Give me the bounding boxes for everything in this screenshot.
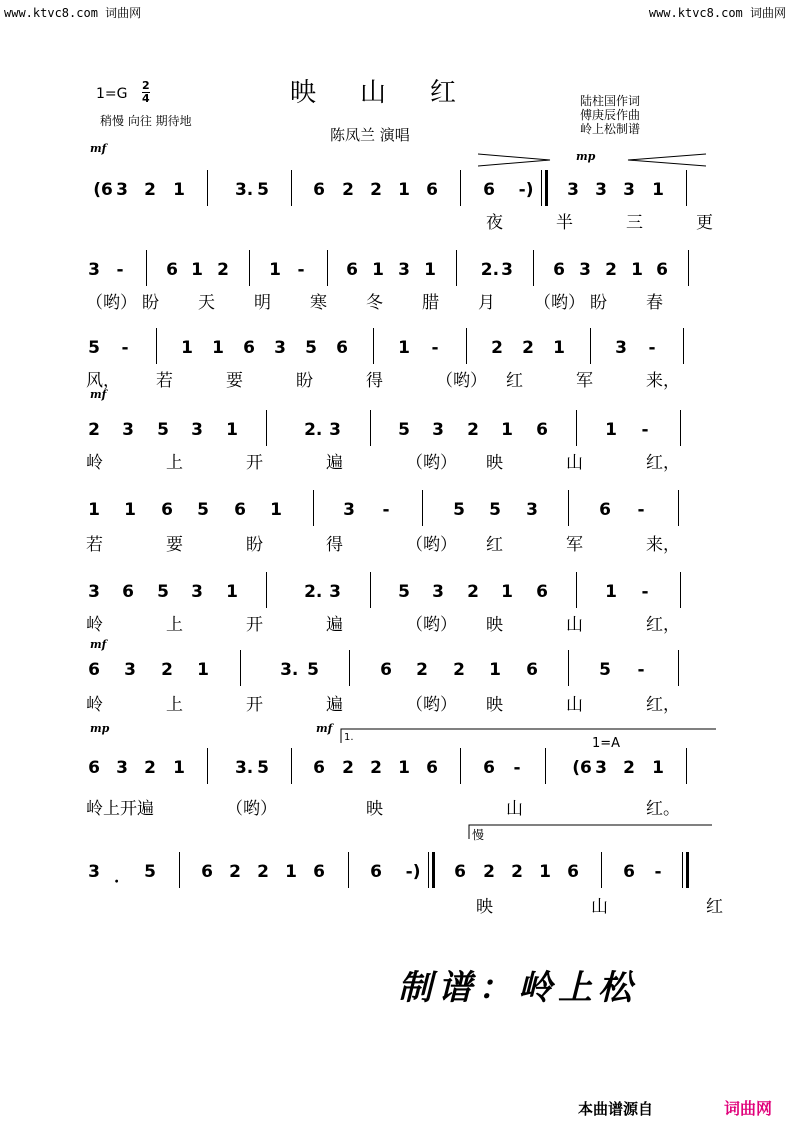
lyrics-line-8 xyxy=(86,794,726,818)
barline xyxy=(686,852,689,888)
note: 2 xyxy=(144,758,156,778)
note: - xyxy=(116,260,124,280)
barline xyxy=(370,572,371,608)
lyric-word: 开 xyxy=(246,615,263,635)
barline xyxy=(686,170,687,206)
note: 3. xyxy=(234,758,254,778)
note: 5 xyxy=(305,338,317,358)
note: 3 xyxy=(398,260,410,280)
lyric-word: 遍 xyxy=(326,615,343,635)
lyric-word: 岭 xyxy=(86,453,103,473)
note: 5 xyxy=(489,500,501,520)
lyric-word: 山 xyxy=(566,453,583,473)
lyric-word: 盼 xyxy=(296,371,313,391)
brand-logo[interactable]: 词曲网 xyxy=(724,1099,773,1118)
watermark-left: www.ktvc8.com 词曲网 xyxy=(4,6,142,20)
note: 6 xyxy=(161,500,173,520)
watermark-right: www.ktvc8.com 词曲网 xyxy=(648,6,786,20)
lyric-word: 映 xyxy=(486,615,503,635)
barline xyxy=(432,852,435,888)
lyric-word: 寒 xyxy=(310,293,327,313)
source-label: 本曲谱源自 xyxy=(578,1100,654,1118)
barline xyxy=(590,328,591,364)
barline xyxy=(349,650,350,686)
note: 2 xyxy=(342,180,354,200)
note: 1 xyxy=(489,660,501,680)
score-line-8 xyxy=(86,748,726,788)
lyric-word: 红， xyxy=(646,453,680,473)
lyric-word: （哟） xyxy=(406,615,457,635)
lyric-word: （哟） xyxy=(436,371,487,391)
note: 2. xyxy=(304,420,323,440)
barline xyxy=(568,650,569,686)
note: 2 xyxy=(467,420,479,440)
note: 1 xyxy=(372,260,384,280)
note: 3 xyxy=(274,338,286,358)
note: 6 xyxy=(483,180,495,200)
note: 6 xyxy=(426,758,438,778)
song-title: 映山红 xyxy=(290,78,501,108)
barline xyxy=(460,748,461,784)
note: 3 xyxy=(88,862,100,882)
barline xyxy=(313,490,314,526)
note: 1 xyxy=(652,180,664,200)
barline xyxy=(249,250,250,286)
note: 6 xyxy=(88,758,100,778)
lyric-word: 要 xyxy=(226,371,243,391)
lyric-word: （哟） xyxy=(226,799,277,819)
note: 2 xyxy=(257,862,269,882)
credit-transcriber: 岭上松制谱 xyxy=(580,122,641,136)
note: 2 xyxy=(217,260,229,280)
lyrics-line-6 xyxy=(86,610,726,634)
note: 6 xyxy=(483,758,495,778)
note: 3 xyxy=(595,180,607,200)
score-line-5 xyxy=(86,490,726,530)
dynamic-mark: mf xyxy=(90,388,107,401)
note: 3 xyxy=(343,500,355,520)
note: 6 xyxy=(553,260,565,280)
credit-lyricist: 陆柱国作词 xyxy=(580,94,641,108)
slow-bracket xyxy=(468,824,716,840)
note: 2 xyxy=(511,862,523,882)
lyric-word: 红。 xyxy=(646,799,680,819)
lyric-word: 映 xyxy=(476,897,493,917)
lyric-word: 开 xyxy=(246,453,263,473)
note: - xyxy=(641,582,649,602)
note: 2 xyxy=(161,660,173,680)
barline xyxy=(682,852,683,888)
note: 1 xyxy=(197,660,209,680)
barline xyxy=(576,410,577,446)
note: 2. xyxy=(304,582,323,602)
note: 2 xyxy=(453,660,465,680)
barline xyxy=(266,572,267,608)
note: - xyxy=(382,500,390,520)
lyric-word: 盼 xyxy=(246,535,263,555)
note: 1 xyxy=(181,338,193,358)
note: - xyxy=(637,500,645,520)
note: (6 xyxy=(572,758,592,778)
note: 3 xyxy=(501,260,513,280)
lyric-word: 得 xyxy=(366,371,383,391)
lyric-word: 红 xyxy=(506,371,523,391)
hairpins xyxy=(478,150,708,170)
lyric-word: 岭 xyxy=(86,615,103,635)
note: - xyxy=(654,862,662,882)
note: 2 xyxy=(88,420,100,440)
note: 6 xyxy=(166,260,178,280)
note: 6 xyxy=(536,420,548,440)
lyric-word: 军 xyxy=(576,371,593,391)
barline xyxy=(348,852,349,888)
note: 3 xyxy=(191,420,203,440)
note: 1 xyxy=(88,500,100,520)
barline xyxy=(680,410,681,446)
note: 5 xyxy=(453,500,465,520)
barline xyxy=(291,748,292,784)
lyric-word: 盼 xyxy=(142,293,159,313)
barline xyxy=(678,490,679,526)
note: 3 xyxy=(124,660,136,680)
lyric-word: 红， xyxy=(646,695,680,715)
score-line-3 xyxy=(86,328,726,368)
lyrics-line-3 xyxy=(86,366,726,390)
note: 3 xyxy=(329,420,341,440)
lyrics-line-9 xyxy=(86,892,726,916)
note: 6 xyxy=(454,862,466,882)
lyrics-line-5 xyxy=(86,530,726,554)
barline xyxy=(370,410,371,446)
time-sig-top: 2 xyxy=(142,79,150,92)
note: 2 xyxy=(144,180,156,200)
note: 5 xyxy=(197,500,209,520)
note: 1 xyxy=(191,260,203,280)
time-signature xyxy=(142,80,150,105)
dynamic-mark: mp xyxy=(90,722,110,735)
note: - xyxy=(431,338,439,358)
note: 5 xyxy=(307,660,319,680)
lyrics-line-4 xyxy=(86,448,726,472)
key-change: 1=A xyxy=(592,736,621,751)
credits xyxy=(580,94,640,136)
lyric-word: 明 xyxy=(254,293,271,313)
lyrics-line-1 xyxy=(86,208,726,232)
note: 3 xyxy=(432,420,444,440)
note: 1 xyxy=(605,582,617,602)
lyric-word: 开 xyxy=(246,695,263,715)
lyric-word: 月 xyxy=(478,293,495,313)
note: 2 xyxy=(522,338,534,358)
note: 6 xyxy=(313,862,325,882)
barline xyxy=(683,328,684,364)
note: (6 xyxy=(93,180,113,200)
barline xyxy=(146,250,147,286)
lyric-word: 盼 xyxy=(590,293,607,313)
note: 1 xyxy=(553,338,565,358)
barline xyxy=(291,170,292,206)
lyric-word: 若 xyxy=(86,535,103,555)
barline xyxy=(156,328,157,364)
note: 5 xyxy=(398,582,410,602)
lyric-word: 若 xyxy=(156,371,173,391)
barline xyxy=(422,490,423,526)
barline xyxy=(688,250,689,286)
note: 6 xyxy=(567,862,579,882)
note: - xyxy=(641,420,649,440)
note: 6 xyxy=(656,260,668,280)
note: 6 xyxy=(599,500,611,520)
slow-marking: 慢 xyxy=(472,828,485,842)
note: 2. xyxy=(480,260,500,280)
note: - xyxy=(121,338,129,358)
barline xyxy=(179,852,180,888)
note: 3 xyxy=(88,582,100,602)
barline xyxy=(686,748,687,784)
note: 1 xyxy=(652,758,664,778)
note: 5 xyxy=(257,180,269,200)
note: 3 xyxy=(579,260,591,280)
lyric-word: 天 xyxy=(198,293,215,313)
note: 6 xyxy=(623,862,635,882)
note: 3 xyxy=(329,582,341,602)
note: 2 xyxy=(342,758,354,778)
note: 3 xyxy=(595,758,607,778)
transcriber-signature: 制谱：岭上松 xyxy=(398,968,638,1008)
note: 5 xyxy=(257,758,269,778)
note: 5 xyxy=(144,862,156,882)
lyric-word: 山 xyxy=(566,615,583,635)
note: 2 xyxy=(623,758,635,778)
note: 6 xyxy=(313,180,325,200)
note: 2 xyxy=(229,862,241,882)
note: -) xyxy=(518,180,534,200)
barline xyxy=(576,572,577,608)
lyric-word: 更 xyxy=(696,213,713,233)
note: - xyxy=(648,338,656,358)
note: - xyxy=(513,758,521,778)
dynamic-mark: mf xyxy=(90,638,107,651)
note: 3 xyxy=(116,180,128,200)
lyric-word: 映 xyxy=(486,695,503,715)
lyric-word: 春 xyxy=(646,293,663,313)
lyric-word: 岭 xyxy=(86,695,103,715)
volta-label: 1. xyxy=(344,732,354,743)
note: 6 xyxy=(526,660,538,680)
lyric-word: 夜 xyxy=(486,213,503,233)
lyric-word: 红 xyxy=(706,897,723,917)
note: - xyxy=(637,660,645,680)
note: 1 xyxy=(398,758,410,778)
lyric-word: 冬 xyxy=(366,293,383,313)
note: ． xyxy=(114,867,131,887)
lyric-word: 来， xyxy=(646,371,680,391)
lyric-word: 半 xyxy=(556,213,573,233)
note: 6 xyxy=(380,660,392,680)
lyric-word: （哟） xyxy=(406,695,457,715)
score-line-9 xyxy=(86,852,726,892)
lyric-word: 遍 xyxy=(326,453,343,473)
lyric-word: （哟） xyxy=(86,293,137,313)
note: 1 xyxy=(605,420,617,440)
note: 3 xyxy=(432,582,444,602)
note: 5 xyxy=(157,582,169,602)
lyric-word: 岭上开遍 xyxy=(86,799,154,819)
barline xyxy=(428,852,429,888)
barline xyxy=(678,650,679,686)
time-sig-bottom: 4 xyxy=(142,92,150,105)
note: 3 xyxy=(116,758,128,778)
lyric-word: 军 xyxy=(566,535,583,555)
lyric-word: 来， xyxy=(646,535,680,555)
barline xyxy=(541,170,542,206)
note: 1 xyxy=(539,862,551,882)
barline xyxy=(545,748,546,784)
lyric-word: 山 xyxy=(506,799,523,819)
lyric-word: 得 xyxy=(326,535,343,555)
note: 5 xyxy=(398,420,410,440)
dynamic-mark: mp xyxy=(576,150,596,163)
note: 3 xyxy=(88,260,100,280)
barline xyxy=(466,328,467,364)
note: -) xyxy=(405,862,421,882)
barline xyxy=(545,170,548,206)
lyric-word: 腊 xyxy=(422,293,439,313)
note: 5 xyxy=(88,338,100,358)
note: 1 xyxy=(269,260,281,280)
note: 1 xyxy=(631,260,643,280)
note: 1 xyxy=(285,862,297,882)
note: 6 xyxy=(370,862,382,882)
note: 2 xyxy=(416,660,428,680)
note: 3 xyxy=(623,180,635,200)
dynamic-mark: mf xyxy=(316,722,333,735)
credit-composer: 傅庚辰作曲 xyxy=(580,108,641,122)
note: 3 xyxy=(615,338,627,358)
lyric-word: （哟） xyxy=(406,453,457,473)
barline xyxy=(207,748,208,784)
note: 3. xyxy=(280,660,299,680)
barline xyxy=(207,170,208,206)
note: 1 xyxy=(173,180,185,200)
note: 5 xyxy=(599,660,611,680)
lyric-word: 要 xyxy=(166,535,183,555)
note: 1 xyxy=(124,500,136,520)
note: 6 xyxy=(336,338,348,358)
note: 6 xyxy=(313,758,325,778)
note: 1 xyxy=(226,582,238,602)
barline xyxy=(568,490,569,526)
note: 6 xyxy=(88,660,100,680)
key-signature: 1=G xyxy=(96,86,128,102)
note: 2 xyxy=(491,338,503,358)
note: 3 xyxy=(191,582,203,602)
barline xyxy=(460,170,461,206)
note: 3 xyxy=(122,420,134,440)
note: 6 xyxy=(234,500,246,520)
dynamic-mark: mf xyxy=(90,142,107,155)
lyric-word: （哟） xyxy=(406,535,457,555)
lyrics-line-2 xyxy=(86,288,726,312)
lyric-word: 映 xyxy=(486,453,503,473)
note: 1 xyxy=(270,500,282,520)
barline xyxy=(266,410,267,446)
score-line-6 xyxy=(86,572,726,612)
lyric-word: 遍 xyxy=(326,695,343,715)
barline xyxy=(327,250,328,286)
note: 6 xyxy=(201,862,213,882)
lyric-word: 映 xyxy=(366,799,383,819)
lyric-word: 红， xyxy=(646,615,680,635)
score-line-4 xyxy=(86,410,726,450)
note: 1 xyxy=(501,582,513,602)
lyric-word: 山 xyxy=(591,897,608,917)
note: 1 xyxy=(226,420,238,440)
volta-bracket xyxy=(340,728,720,744)
lyric-word: 风， xyxy=(86,371,120,391)
barline xyxy=(456,250,457,286)
note: 2 xyxy=(483,862,495,882)
lyric-word: 上 xyxy=(166,615,183,635)
lyric-word: 上 xyxy=(166,695,183,715)
note: 3. xyxy=(234,180,254,200)
lyric-word: 红 xyxy=(486,535,503,555)
lyric-word: （哟） xyxy=(534,293,585,313)
tempo-marking: 稍慢 向往 期待地 xyxy=(100,114,192,128)
note: - xyxy=(297,260,305,280)
barline xyxy=(680,572,681,608)
barline xyxy=(601,852,602,888)
note: 6 xyxy=(536,582,548,602)
lyric-word: 三 xyxy=(626,213,643,233)
note: 2 xyxy=(370,180,382,200)
score-line-1 xyxy=(86,170,726,210)
note: 2 xyxy=(605,260,617,280)
note: 6 xyxy=(426,180,438,200)
score-line-2 xyxy=(86,250,726,290)
note: 1 xyxy=(398,338,410,358)
note: 1 xyxy=(501,420,513,440)
note: 5 xyxy=(157,420,169,440)
note: 3 xyxy=(567,180,579,200)
note: 6 xyxy=(243,338,255,358)
lyric-word: 上 xyxy=(166,453,183,473)
note: 2 xyxy=(467,582,479,602)
singer: 陈凤兰 演唱 xyxy=(330,126,410,144)
note: 1 xyxy=(173,758,185,778)
barline xyxy=(533,250,534,286)
barline xyxy=(240,650,241,686)
barline xyxy=(373,328,374,364)
lyrics-line-7 xyxy=(86,690,726,714)
note: 2 xyxy=(370,758,382,778)
note: 1 xyxy=(212,338,224,358)
lyric-word: 山 xyxy=(566,695,583,715)
score-line-7 xyxy=(86,650,726,690)
note: 6 xyxy=(122,582,134,602)
note: 1 xyxy=(398,180,410,200)
note: 1 xyxy=(424,260,436,280)
note: 6 xyxy=(346,260,358,280)
note: 3 xyxy=(526,500,538,520)
